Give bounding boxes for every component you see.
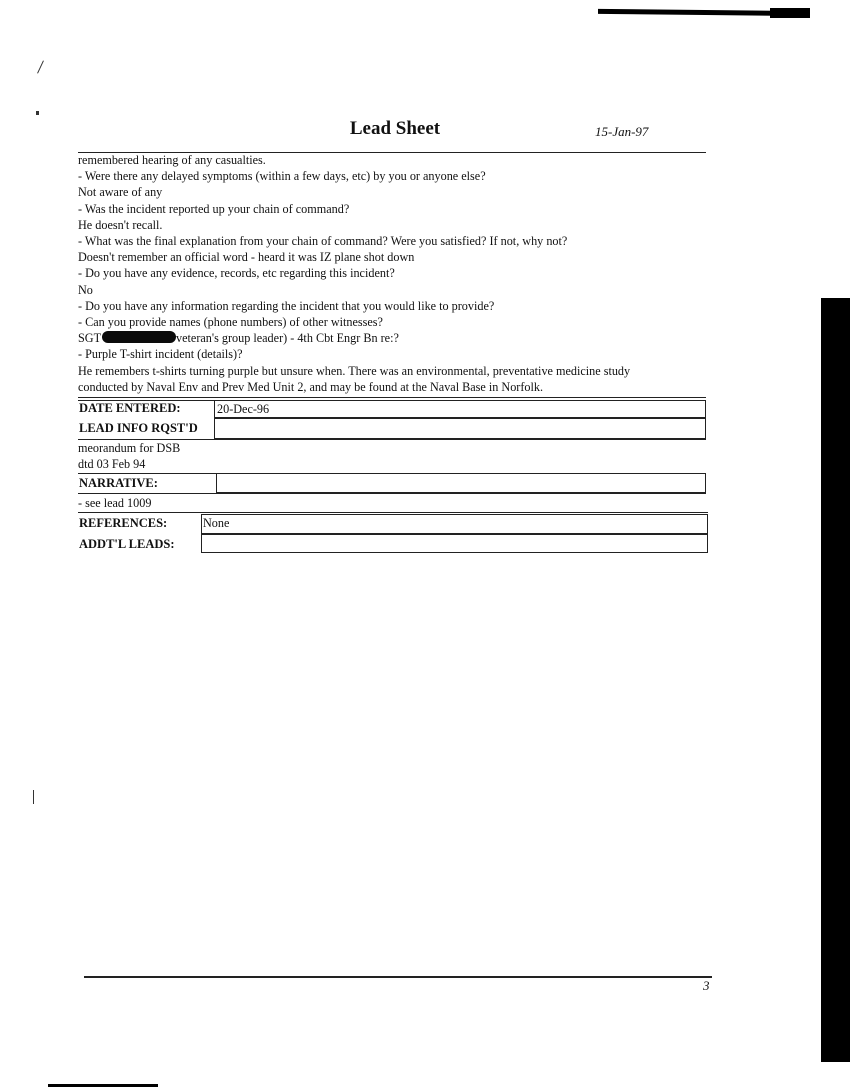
lead-info-note: meorandum for DSB [78,441,181,455]
addtl-leads-label: ADDT'L LEADS: [79,537,175,551]
scan-mark [37,60,44,73]
witness-suffix: veteran's group leader) - 4th Cbt Engr Bn re:? [176,331,399,346]
note-line: remembered hearing of any casualties. [78,153,266,167]
note-line: - Can you provide names (phone numbers) of other witnesses? [78,315,383,330]
scan-mark [33,790,34,804]
lead-info-box [214,418,706,439]
scan-edge-bottom [48,1084,158,1087]
witness-prefix: SGT [78,331,102,346]
note-line: He remembers t-shirts turning purple but unsure when. There was an environmental, preventative medicine study [78,363,631,378]
lead-info-label: LEAD INFO RQST'D [79,421,198,435]
field-rule [78,512,708,513]
references-value: None [203,516,230,530]
note-line: Doesn't remember an official word - heard it was IZ plane shot down [78,250,415,265]
scan-mark [36,111,39,115]
note-line: No [78,282,93,297]
scan-edge-right [821,298,850,1062]
note-line: conducted by Naval Env and Prev Med Unit 2, and may be found at the Naval Base in Norfolk. [78,379,544,394]
field-rule [78,397,706,398]
references-box [201,514,708,534]
note-line: - Were there any delayed symptoms (within a few days, etc) by you or anyone else? [78,169,486,184]
field-rule [78,439,706,440]
date-entered-box [214,400,706,418]
lead-info-note: dtd 03 Feb 94 [78,457,146,471]
note-line: - Purple T-shirt incident (details)? [78,347,243,362]
footer-rule [84,976,712,978]
note-line: He doesn't recall. [78,217,163,232]
date-entered-value: 20-Dec-96 [217,402,270,416]
note-line: - Was the incident reported up your chain of command? [78,201,350,216]
witness-line [78,330,718,346]
redaction-mark [102,331,176,343]
date-entered-label: DATE ENTERED: [79,401,181,415]
narrative-label: NARRATIVE: [79,476,158,490]
page-number: 3 [703,978,710,993]
narrative-note: - see lead 1009 [78,496,152,510]
note-line: Not aware of any [78,185,163,200]
note-line: - What was the final explanation from your chain of command? Were you satisfied? If not, why not? [78,234,568,249]
interview-notes [78,152,718,395]
note-line: - Do you have any evidence, records, etc regarding this incident? [78,266,395,281]
scan-edge-top-thick [770,8,810,18]
addtl-leads-box [201,534,708,553]
page-title: Lead Sheet [349,118,441,139]
narrative-box [216,473,706,493]
references-label: REFERENCES: [79,516,168,530]
header-date: 15-Jan-97 [595,124,649,139]
field-rule [78,493,706,494]
note-line: - Do you have any information regarding the incident that you would like to provide? [78,298,495,313]
